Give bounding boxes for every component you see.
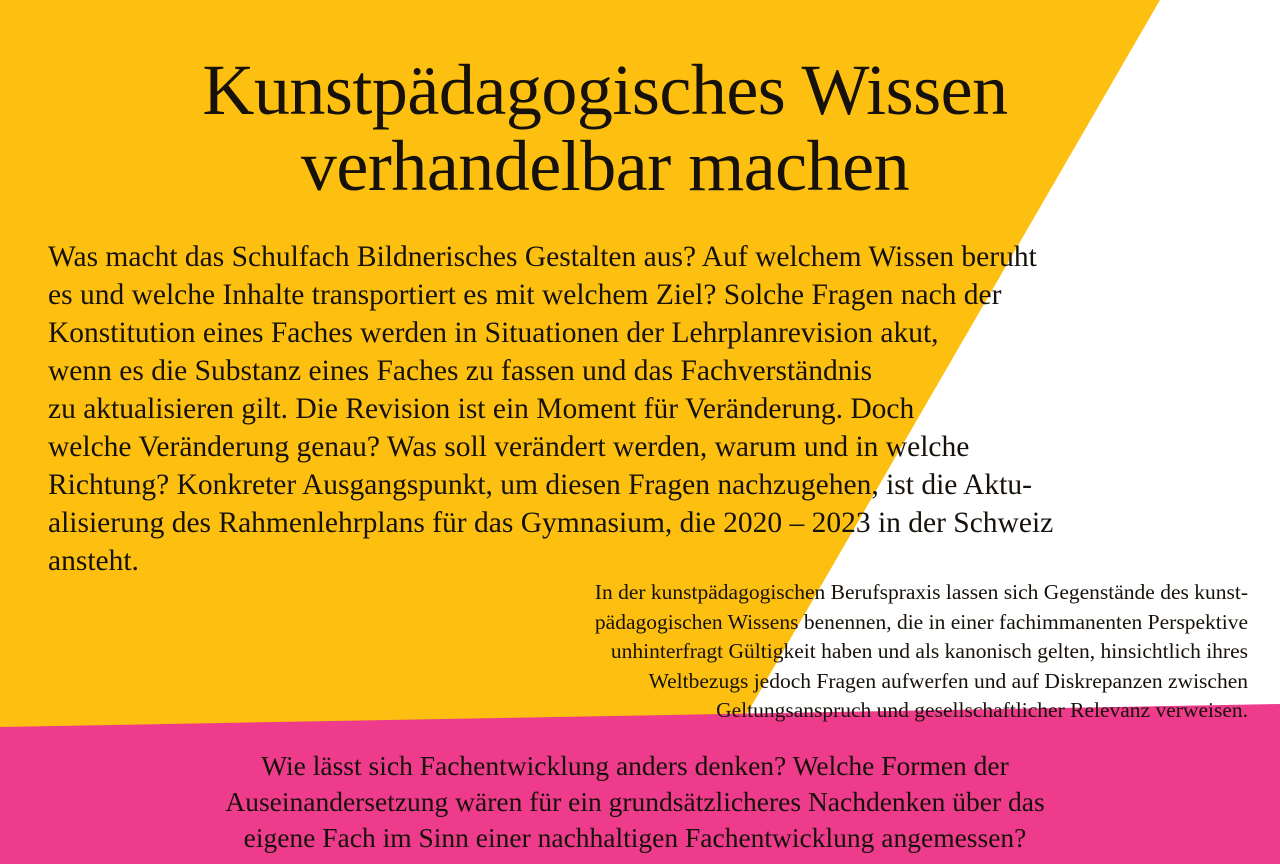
question-line: Wie lässt sich Fachentwicklung anders denken? Welche Formen der: [261, 750, 1009, 781]
title-line-1: Kunstpädagogisches Wissen: [202, 50, 1008, 131]
intro-line: wenn es die Substanz eines Faches zu fassen und das Fachverständnis: [48, 355, 873, 387]
question-line: eigene Fach im Sinn einer nachhaltigen Fachentwicklung angemessen?: [243, 822, 1027, 853]
secondary-line: In der kunstpädagogischen Berufspraxis lassen sich Gegenstände des kunst-: [594, 580, 1248, 604]
secondary-line: Geltungsanspruch und gesellschaftlicher Relevanz verweisen.: [716, 698, 1248, 722]
question-line: Auseinandersetzung wären für ein grundsätzlicheres Nachdenken über das: [225, 786, 1045, 817]
intro-line: alisierung des Rahmenlehrplans für das Gymnasium, die 2020 – 2023 in der Schweiz: [48, 507, 1054, 539]
secondary-line: unhinterfragt Gültigkeit haben und als kanonisch gelten, hinsichtlich ihres: [610, 639, 1248, 663]
intro-line: Was macht das Schulfach Bildnerisches Gestalten aus? Auf welchem Wissen beruht: [48, 241, 1037, 273]
intro-line: Konstitution eines Faches werden in Situationen der Lehrplanrevision akut,: [48, 317, 939, 349]
question-block: [0, 748, 1270, 856]
intro-line: ansteht.: [48, 545, 139, 577]
secondary-paragraph: [378, 578, 1248, 726]
intro-line: es und welche Inhalte transportiert es mit welchem Ziel? Solche Fragen nach der: [48, 279, 1002, 311]
intro-line: zu aktualisieren gilt. Die Revision ist ein Moment für Veränderung. Doch: [48, 393, 915, 425]
title-line-2: verhandelbar machen: [300, 125, 910, 206]
secondary-line: pädagogischen Wissens benennen, die in einer fachimmanenten Perspektive: [594, 609, 1248, 634]
intro-line: welche Veränderung genau? Was soll verändert werden, warum und in welche: [48, 431, 970, 463]
intro-line: Richtung? Konkreter Ausgangspunkt, um diesen Fragen nachzugehen, ist die Aktu-: [48, 469, 1032, 501]
page-title: [0, 50, 1210, 206]
intro-paragraph: [48, 238, 1238, 580]
secondary-line: Weltbezugs jedoch Fragen aufwerfen und auf Diskrepanzen zwischen: [648, 668, 1248, 693]
